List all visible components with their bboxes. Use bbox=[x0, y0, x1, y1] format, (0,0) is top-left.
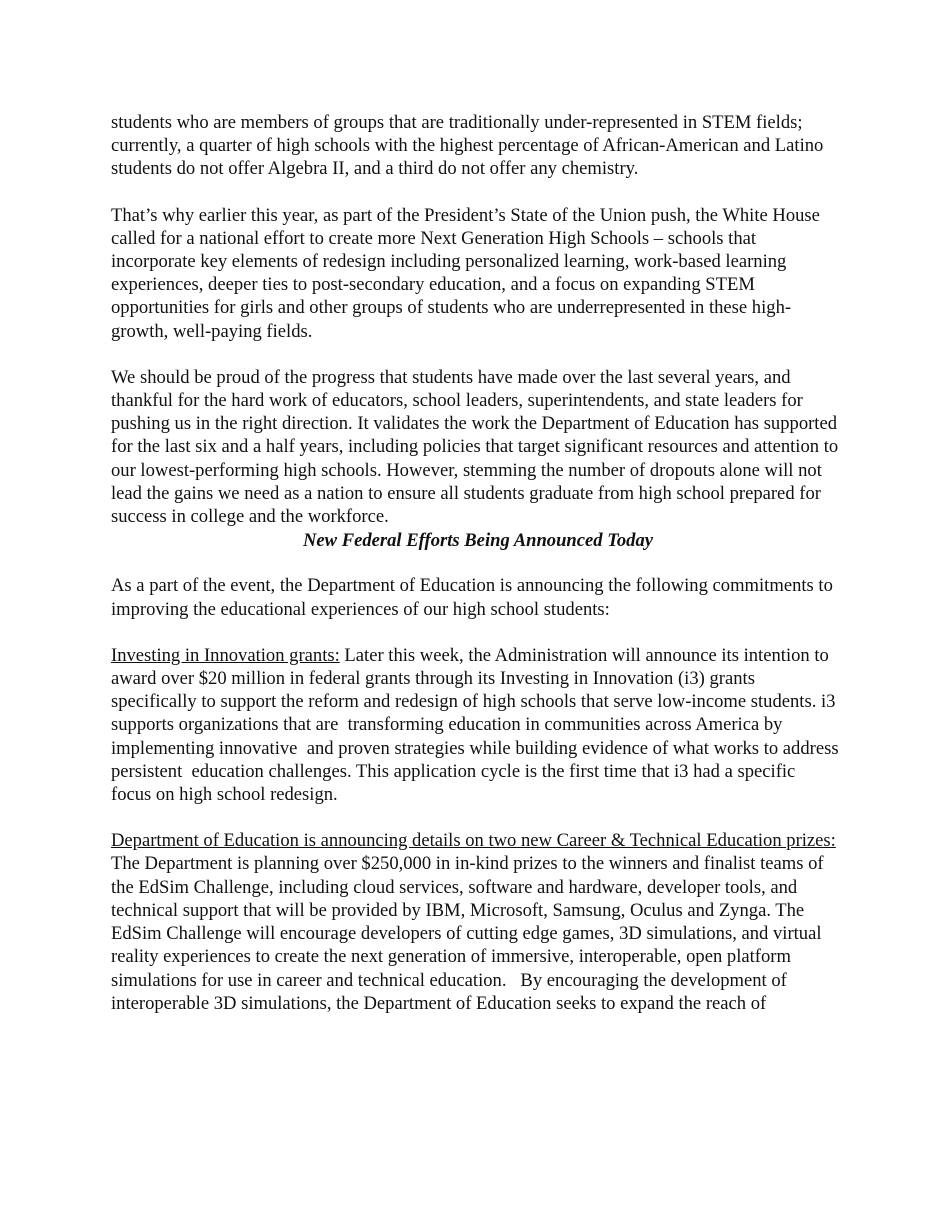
paragraph-stem-groups: students who are members of groups that are traditionally under-represented in STEM fields; currently, a quarter of high schools with the highest percentage of African-American and Latino students do not offer Algebra II, and a third do not offer any chemistry. bbox=[111, 112, 828, 180]
section-heading: New Federal Efforts Being Announced Today bbox=[302, 530, 654, 552]
paragraph-progress: We should be proud of the progress that students have made over the last several years, and thankful for the hard work of educators, school leaders, superintendents, and state leaders for pushing us in the right direction. It validates the work the Department of Education has supported for the last six and a half years, including policies that target significant resources and attention to our lowest-performing high schools. However, stemming the number of dropouts alone will not lead the gains we need as a nation to ensure all students graduate from high school prepared for success in college and the workforce. bbox=[111, 366, 843, 528]
paragraph-cte-prizes bbox=[111, 829, 839, 1015]
paragraph-announcement-intro: As a part of the event, the Department of Education is announcing the following commitments to improving the educational experiences of our high school students: bbox=[111, 575, 838, 620]
paragraph-next-generation-high-schools: That’s why earlier this year, as part of the President’s State of the Union push, the White House called for a national effort to create more Next Generation High Schools – schools that incorporate key elements of redesign including personalized learning, work-based learning experiences, deeper ties to post-secondary education, and a focus on expanding STEM opportunities for girls and other groups of students who are underrepresented in these high-growth, well-paying fields. bbox=[111, 204, 825, 342]
i3-grants-text: Later this week, the Administration will announce its intention to award over $20 million in federal grants through its Investing in Innovation (i3) grants specifically to support the reform and redesign of high schools that serve low-income students. i3 supports organizations that are transforming education in communities across America by implementing innovative and proven strategies while building evidence of what works to address persistent education challenges. This application cycle is the first time that i3 had a specific focus on high school redesign. bbox=[111, 644, 844, 806]
cte-prizes-text: The Department is planning over $250,000 in in-kind prizes to the winners and finalist teams of the EdSim Challenge, including cloud services, software and hardware, developer tools, and technical support that will be provided by IBM, Microsoft, Samsung, Oculus and Zynga. The EdSim Challenge will encourage developers of cutting edge games, 3D simulations, and virtual reality experiences to create the next generation of immersive, interoperable, open platform simulations for use in career and technical education. By encouraging the development of interoperable 3D simulations, the Department of Education seeks to expand the reach of bbox=[111, 830, 841, 1014]
cte-prizes-label: Department of Education is announcing details on two new Career & Technical Education prizes: bbox=[111, 830, 836, 852]
i3-grants-label: Investing in Innovation grants: bbox=[111, 644, 340, 666]
paragraph-i3-grants bbox=[111, 644, 844, 806]
